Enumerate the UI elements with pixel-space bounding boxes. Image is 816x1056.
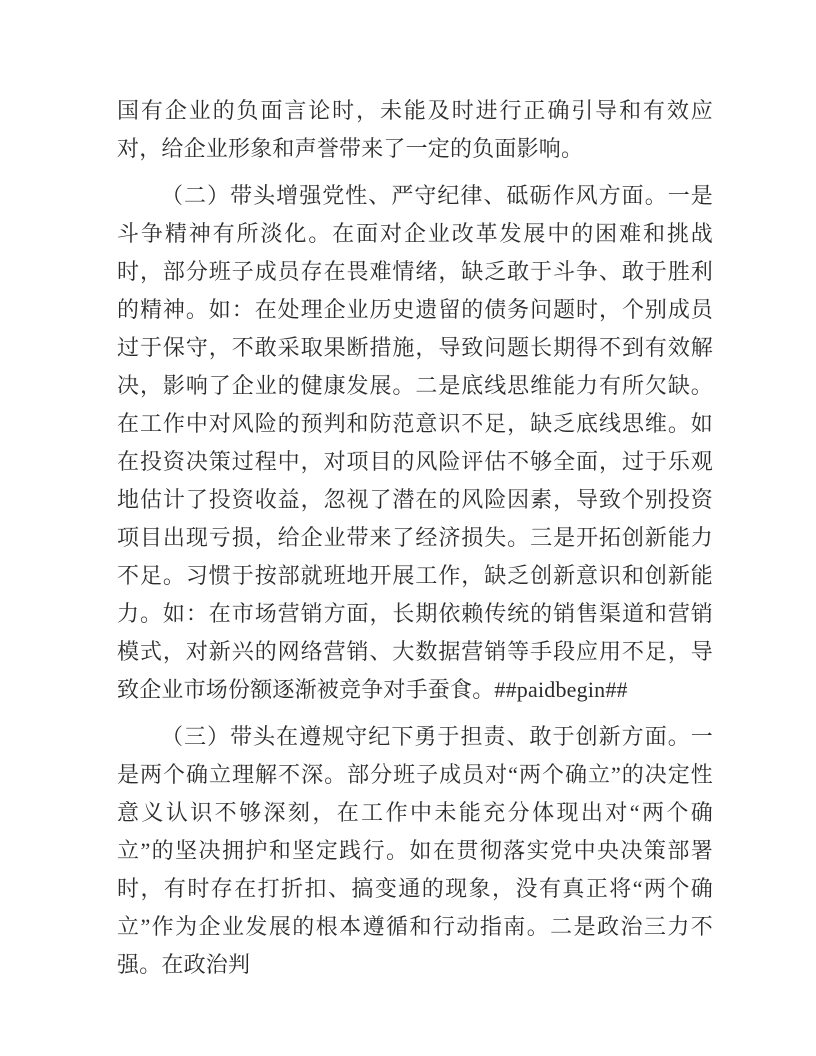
paragraph: 国有企业的负面言论时，未能及时进行正确引导和有效应对，给企业形象和声誉带来了一定的负面影响。 — [117, 98, 713, 161]
paragraph: （二）带头增强党性、严守纪律、砥砺作风方面。一是斗争精神有所淡化。在面对企业改革发展中的困难和挑战时，部分班子成员存在畏难情绪，缺乏敢于斗争、敢于胜利的精神。如：在处理企业历史遗留的债务问题时，个别成员过于保守，不敢采取果断措施，导致问题长期得不到有效解决，影响了企业的健康发展。二是底线思维能力有所欠缺。在工作中对风险的预判和防范意识不足，缺乏底线思维。如在投资决策过程中，对项目的风险评估不够全面，过于乐观地估计了投资收益，忽视了潜在的风险因素，导致个别投资项目出现亏损，给企业带来了经济损失。三是开拓创新能力不足。习惯于按部就班地开展工作，缺乏创新意识和创新能力。如：在市场营销方面，长期依赖传统的销售渠道和营销模式，对新兴的网络营销、大数据营销等手段应用不足，导致企业市场份额逐渐被竞争对手蚕食。##paidbegin## — [117, 183, 713, 702]
document-body-text — [117, 92, 713, 984]
paragraph: （三）带头在遵规守纪下勇于担责、敢于创新方面。一是两个确立理解不深。部分班子成员对“两个确立”的决定性意义认识不够深刻，在工作中未能充分体现出对“两个确立”的坚决拥护和坚定践行。如在贯彻落实党中央决策部署时，有时存在打折扣、搞变通的现象，没有真正将“两个确立”作为企业发展的根本遵循和行动指南。二是政治三力不强。在政治判 — [117, 724, 713, 977]
